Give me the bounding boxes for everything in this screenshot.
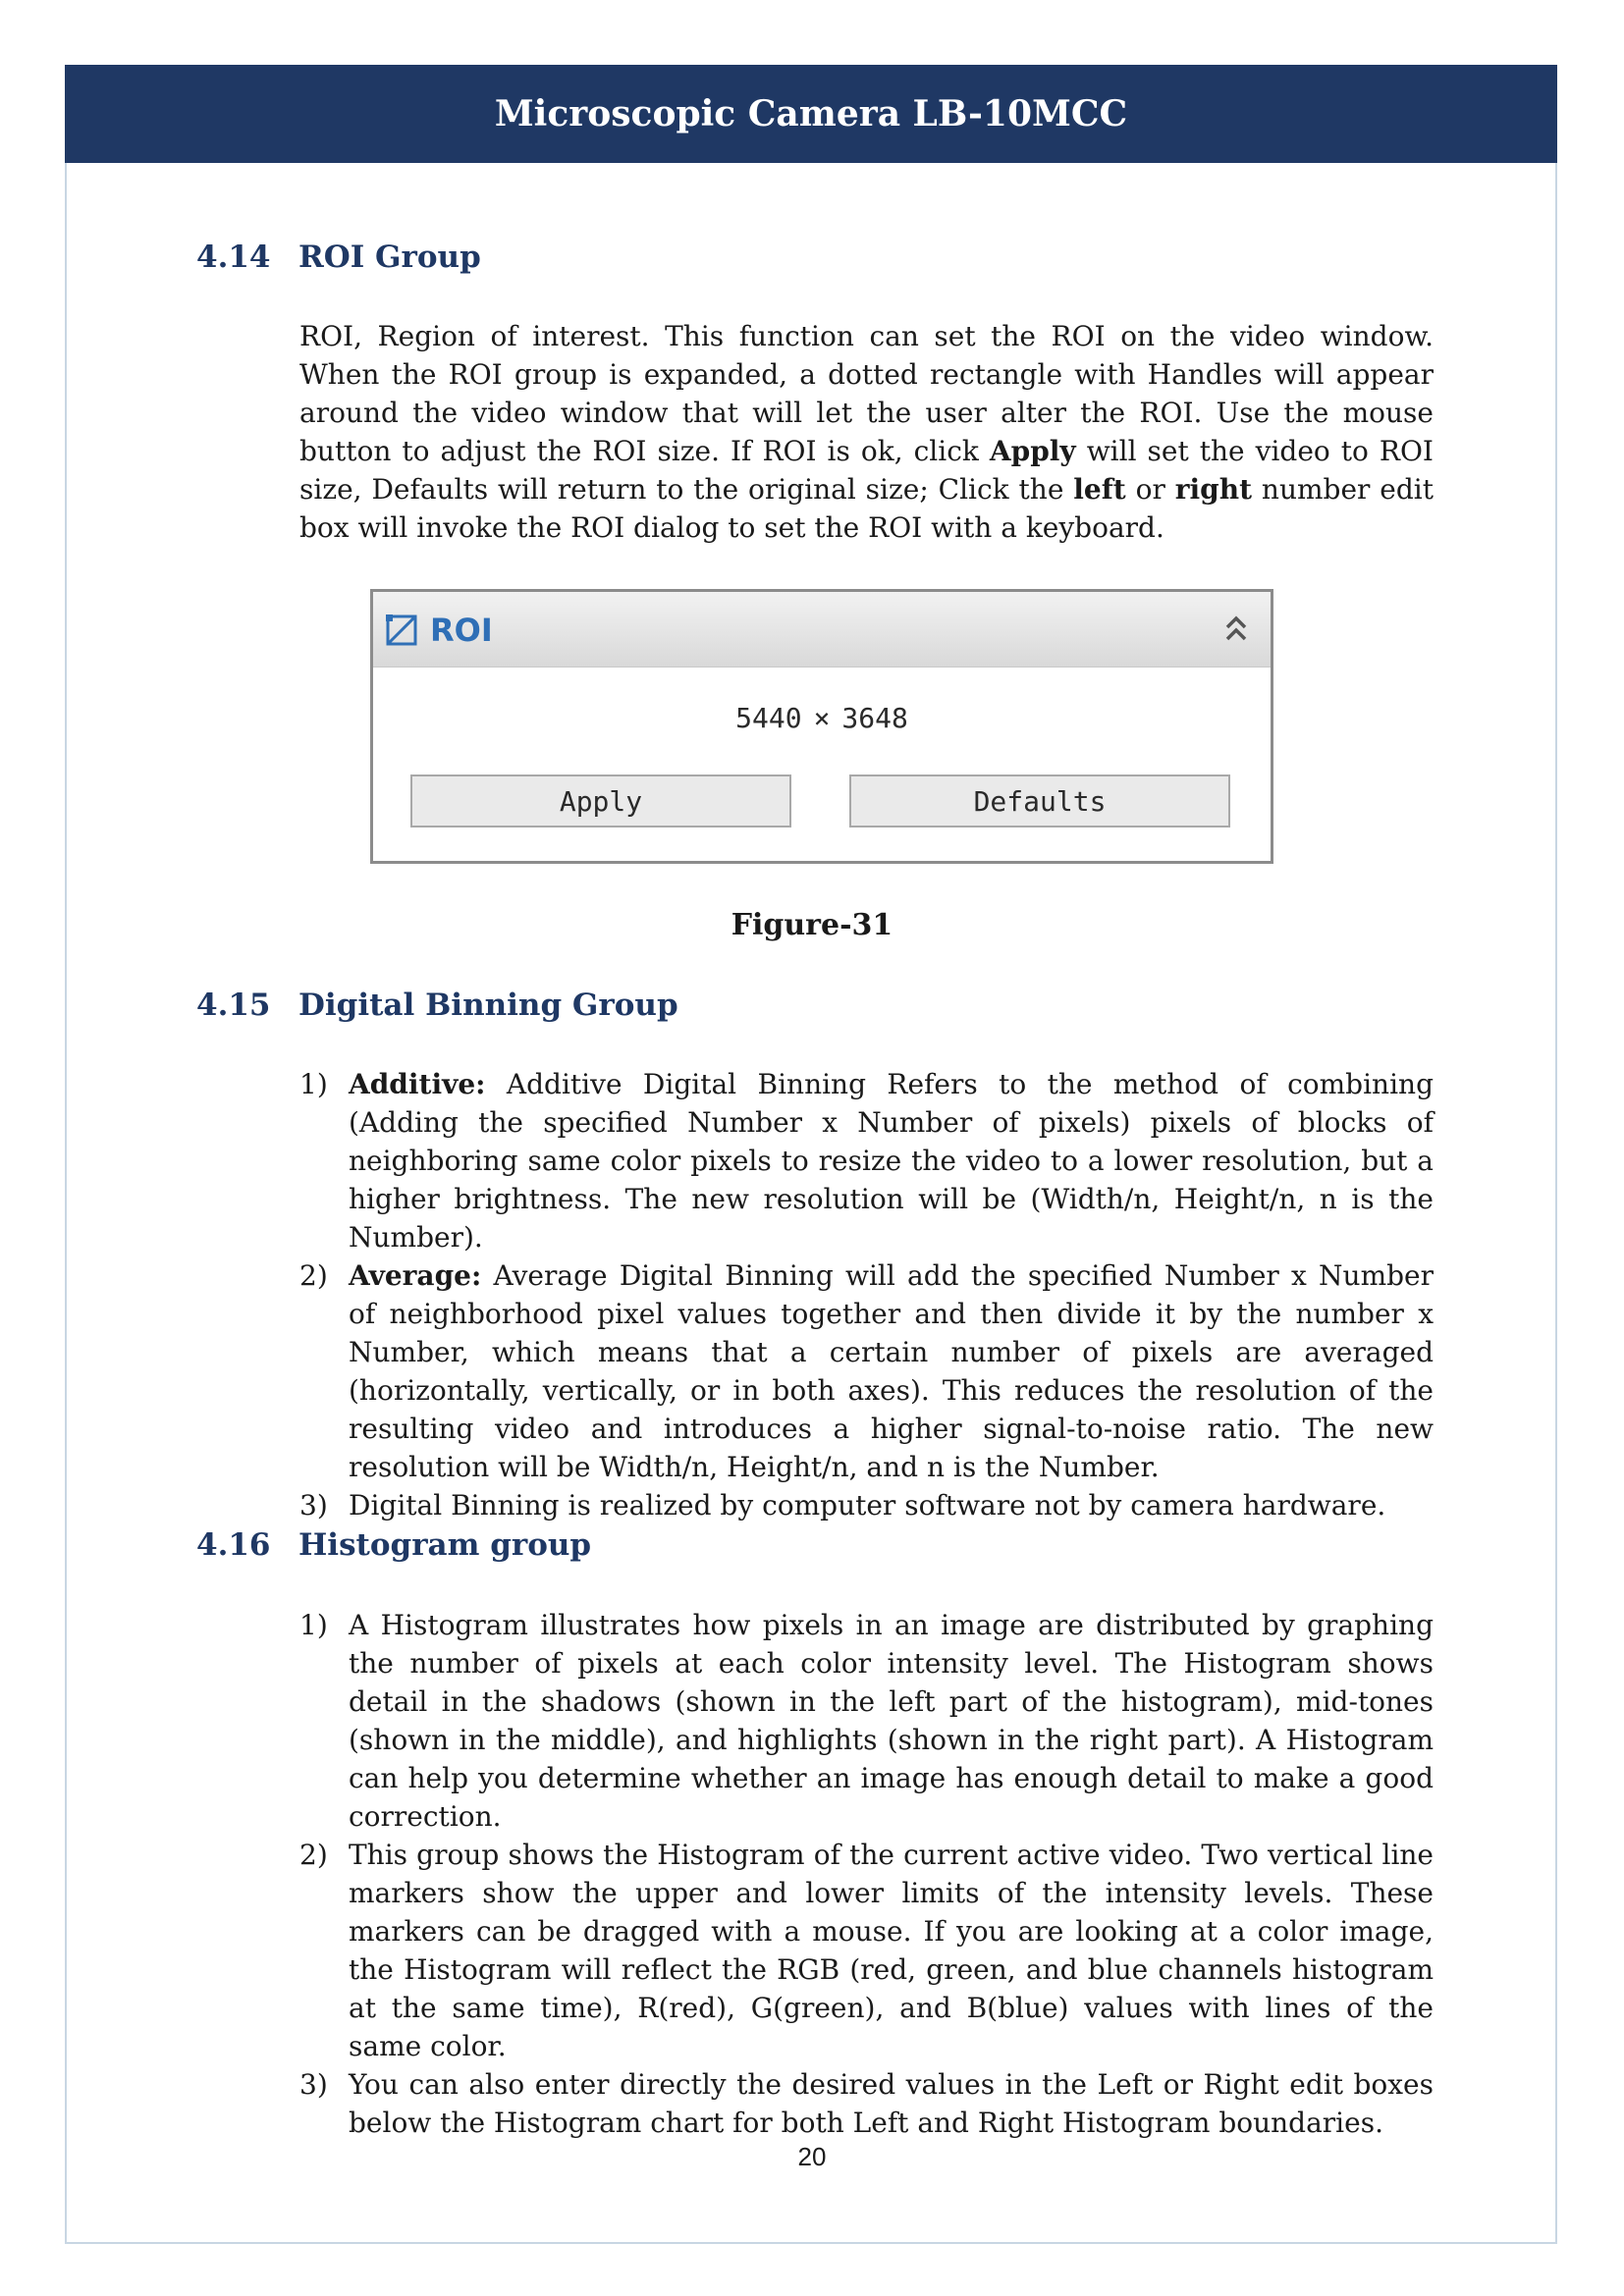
list-index: 1) <box>299 1068 328 1100</box>
histogram-list <box>299 1606 1434 2142</box>
list-text: Average Digital Binning will add the specified Number x Number of neighborhood pixel values together and then divide it by the number x Number, which means that a certain number of pixels are averaged (horizontally, vertically, or in both axes). This reduces the resolution of the resulting video and introduces a higher signal-to-noise ratio. The new resolution will be Width/n, Height/n, and n is the Number. <box>349 1259 1434 1483</box>
section-heading-4-15 <box>196 988 678 1023</box>
list-item <box>299 1606 1434 1836</box>
roi-panel-header[interactable] <box>373 592 1271 667</box>
text-run: will set the video to ROI size, Defaults will return to the original size; Click the <box>299 435 1434 506</box>
section-number: 4.14 <box>196 240 271 275</box>
document-title: Microscopic Camera LB-10MCC <box>494 93 1128 134</box>
page-number: 20 <box>797 2142 827 2171</box>
text-run: or <box>1125 473 1175 506</box>
double-chevron-up-icon[interactable] <box>1223 612 1249 647</box>
text-run: number edit box will invoke the ROI dialog to set the ROI with a keyboard. <box>299 473 1434 544</box>
list-text: A Histogram illustrates how pixels in an image are distributed by graphing the number of pixels at each color intensity level. The Histogram shows detail in the shadows (shown in the left part of the histogram), mid-tones (shown in the middle), and highlights (shown in the right part). A Histogram can help you determine whether an image has enough detail to make a good correction. <box>349 1609 1434 1833</box>
header-bar <box>65 65 1557 163</box>
list-item <box>299 1486 1434 1524</box>
list-item <box>299 1836 1434 2065</box>
bold-right: right <box>1174 473 1253 506</box>
list-index: 3) <box>299 2068 328 2101</box>
list-index: 2) <box>299 1259 328 1292</box>
apply-button[interactable]: Apply <box>410 774 791 828</box>
list-index: 2) <box>299 1839 328 1871</box>
section-number: 4.15 <box>196 988 271 1023</box>
section-title: Digital Binning Group <box>298 988 678 1023</box>
list-text: Digital Binning is realized by computer software not by camera hardware. <box>349 1489 1386 1522</box>
section-heading-4-16 <box>196 1527 591 1563</box>
defaults-button[interactable]: Defaults <box>849 774 1230 828</box>
list-text: Additive Digital Binning Refers to the method of combining (Adding the specified Number x Number of pixels) pixels of blocks of neighboring same color pixels to resize the video to a lower resolution, but a higher brightness. The new resolution will be (Width/n, Height/n, n is the Number). <box>349 1068 1434 1254</box>
list-text: This group shows the Histogram of the current active video. Two vertical line markers show the upper and lower limits of the intensity levels. These markers can be dragged with a mouse. If you are looking at a color image, the Histogram will reflect the RGB (red, green, and blue channels histogram at the same time), R(red), G(green), and B(blue) values with lines of the same color. <box>349 1839 1434 2062</box>
roi-description <box>299 317 1434 547</box>
text-run: ROI, Region of interest. This function can set the ROI on the video window. When the ROI group is expanded, a dotted rectangle with Handles will appear around the video window that will let the user alter the ROI. Use the mouse button to adjust the ROI size. If ROI is ok, click <box>299 320 1434 467</box>
section-heading-4-14 <box>196 240 481 275</box>
binning-list <box>299 1065 1434 1524</box>
bold-apply: Apply <box>989 435 1076 467</box>
section-title: ROI Group <box>298 240 481 275</box>
roi-panel <box>370 589 1273 864</box>
roi-height-value[interactable]: 3648 <box>841 702 908 734</box>
list-lead: Additive: <box>349 1068 486 1100</box>
section-number: 4.16 <box>196 1527 271 1563</box>
list-index: 3) <box>299 1489 328 1522</box>
list-item <box>299 2065 1434 2142</box>
list-lead: Average: <box>349 1259 482 1292</box>
list-text: You can also enter directly the desired values in the Left or Right edit boxes below the Histogram chart for both Left and Right Histogram boundaries. <box>349 2068 1434 2139</box>
roi-size-readout <box>373 702 1271 734</box>
list-index: 1) <box>299 1609 328 1641</box>
figure-caption: Figure-31 <box>731 908 893 942</box>
list-item <box>299 1256 1434 1486</box>
times-symbol: × <box>813 702 831 734</box>
roi-icon <box>385 614 418 647</box>
roi-panel-title: ROI <box>430 612 493 649</box>
bold-left: left <box>1073 473 1126 506</box>
section-title: Histogram group <box>298 1527 592 1563</box>
list-item <box>299 1065 1434 1256</box>
roi-width-value[interactable]: 5440 <box>735 702 802 734</box>
